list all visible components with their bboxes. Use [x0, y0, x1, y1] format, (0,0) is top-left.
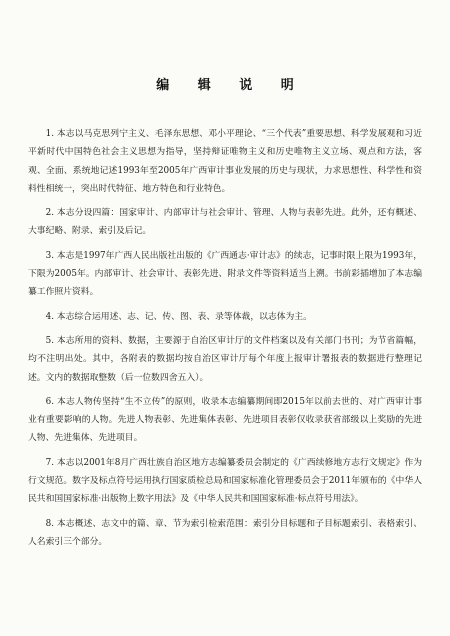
paragraph-1: 1. 本志以马克思列宁主义、毛泽东思想、邓小平理论、“三个代表”重要思想、科学发展观和习近平新时代中国特色社会主义思想为指导，坚持辩证唯物主义和历史唯物主义立场、观点和方法，客观、全面、系统地记述1993年至2005年广西审计事业发展的历史与现状，力求思想性、科学性和资料性相统一，突出时代特征、地方特色和行业特色。: [28, 129, 422, 194]
paragraph-8: 8. 本志概述、志文中的篇、章、节为索引检索范围：索引分目标题和子目标题索引、表格索引、人名索引三个部分。: [28, 518, 422, 547]
paragraph-5: 5. 本志所用的资料、数据，主要源于自治区审计厅的文件档案以及有关部门书刊；为节省篇幅，均不注明出处。其中，各附表的数据均按自治区审计厅每个年度上报审计署报表的数据进行整理记述。文内的数据取整数（后一位数四舍五入）。: [28, 335, 422, 383]
page-title: 编 辑 说 明: [156, 78, 306, 93]
paragraph-6: 6. 本志人物传坚持“生不立传”的原则，收录本志编纂期间即2015年以前去世的、对广西审计事业有重要影响的人物。先进人物表彰、先进集体表彰、先进项目表彰仅收录获省部级以上奖励的先进人物、先进集体、先进项目。: [28, 396, 422, 444]
paragraph-2: 2. 本志分设四篇：国家审计、内部审计与社会审计、管理、人物与表彰先进。此外，还有概述、大事纪略、附录、索引及后记。: [28, 208, 422, 237]
paragraph-4: 4. 本志综合运用述、志、记、传、图、表、录等体裁，以志体为主。: [45, 311, 312, 322]
document-body: [28, 125, 422, 551]
paragraph-3: 3. 本志是1997年广西人民出版社出版的《广西通志·审计志》的续志，记事时限上限为1993年，下限为2005年。内部审计、社会审计、表彰先进、附录文件等资料适当上溯。书前彩插增加了本志编纂工作照片资料。: [28, 250, 422, 298]
paragraph-7: 7. 本志以2001年8月广西壮族自治区地方志编纂委员会制定的《广西续修地方志行文规定》作为行文规范。数字及标点符号运用执行国家质检总局和国家标准化管理委员会于2011年颁布的《中华人民共和国国家标准·出版物上数字用法》及《中华人民共和国国家标准·标点符号用法》。: [28, 457, 422, 505]
